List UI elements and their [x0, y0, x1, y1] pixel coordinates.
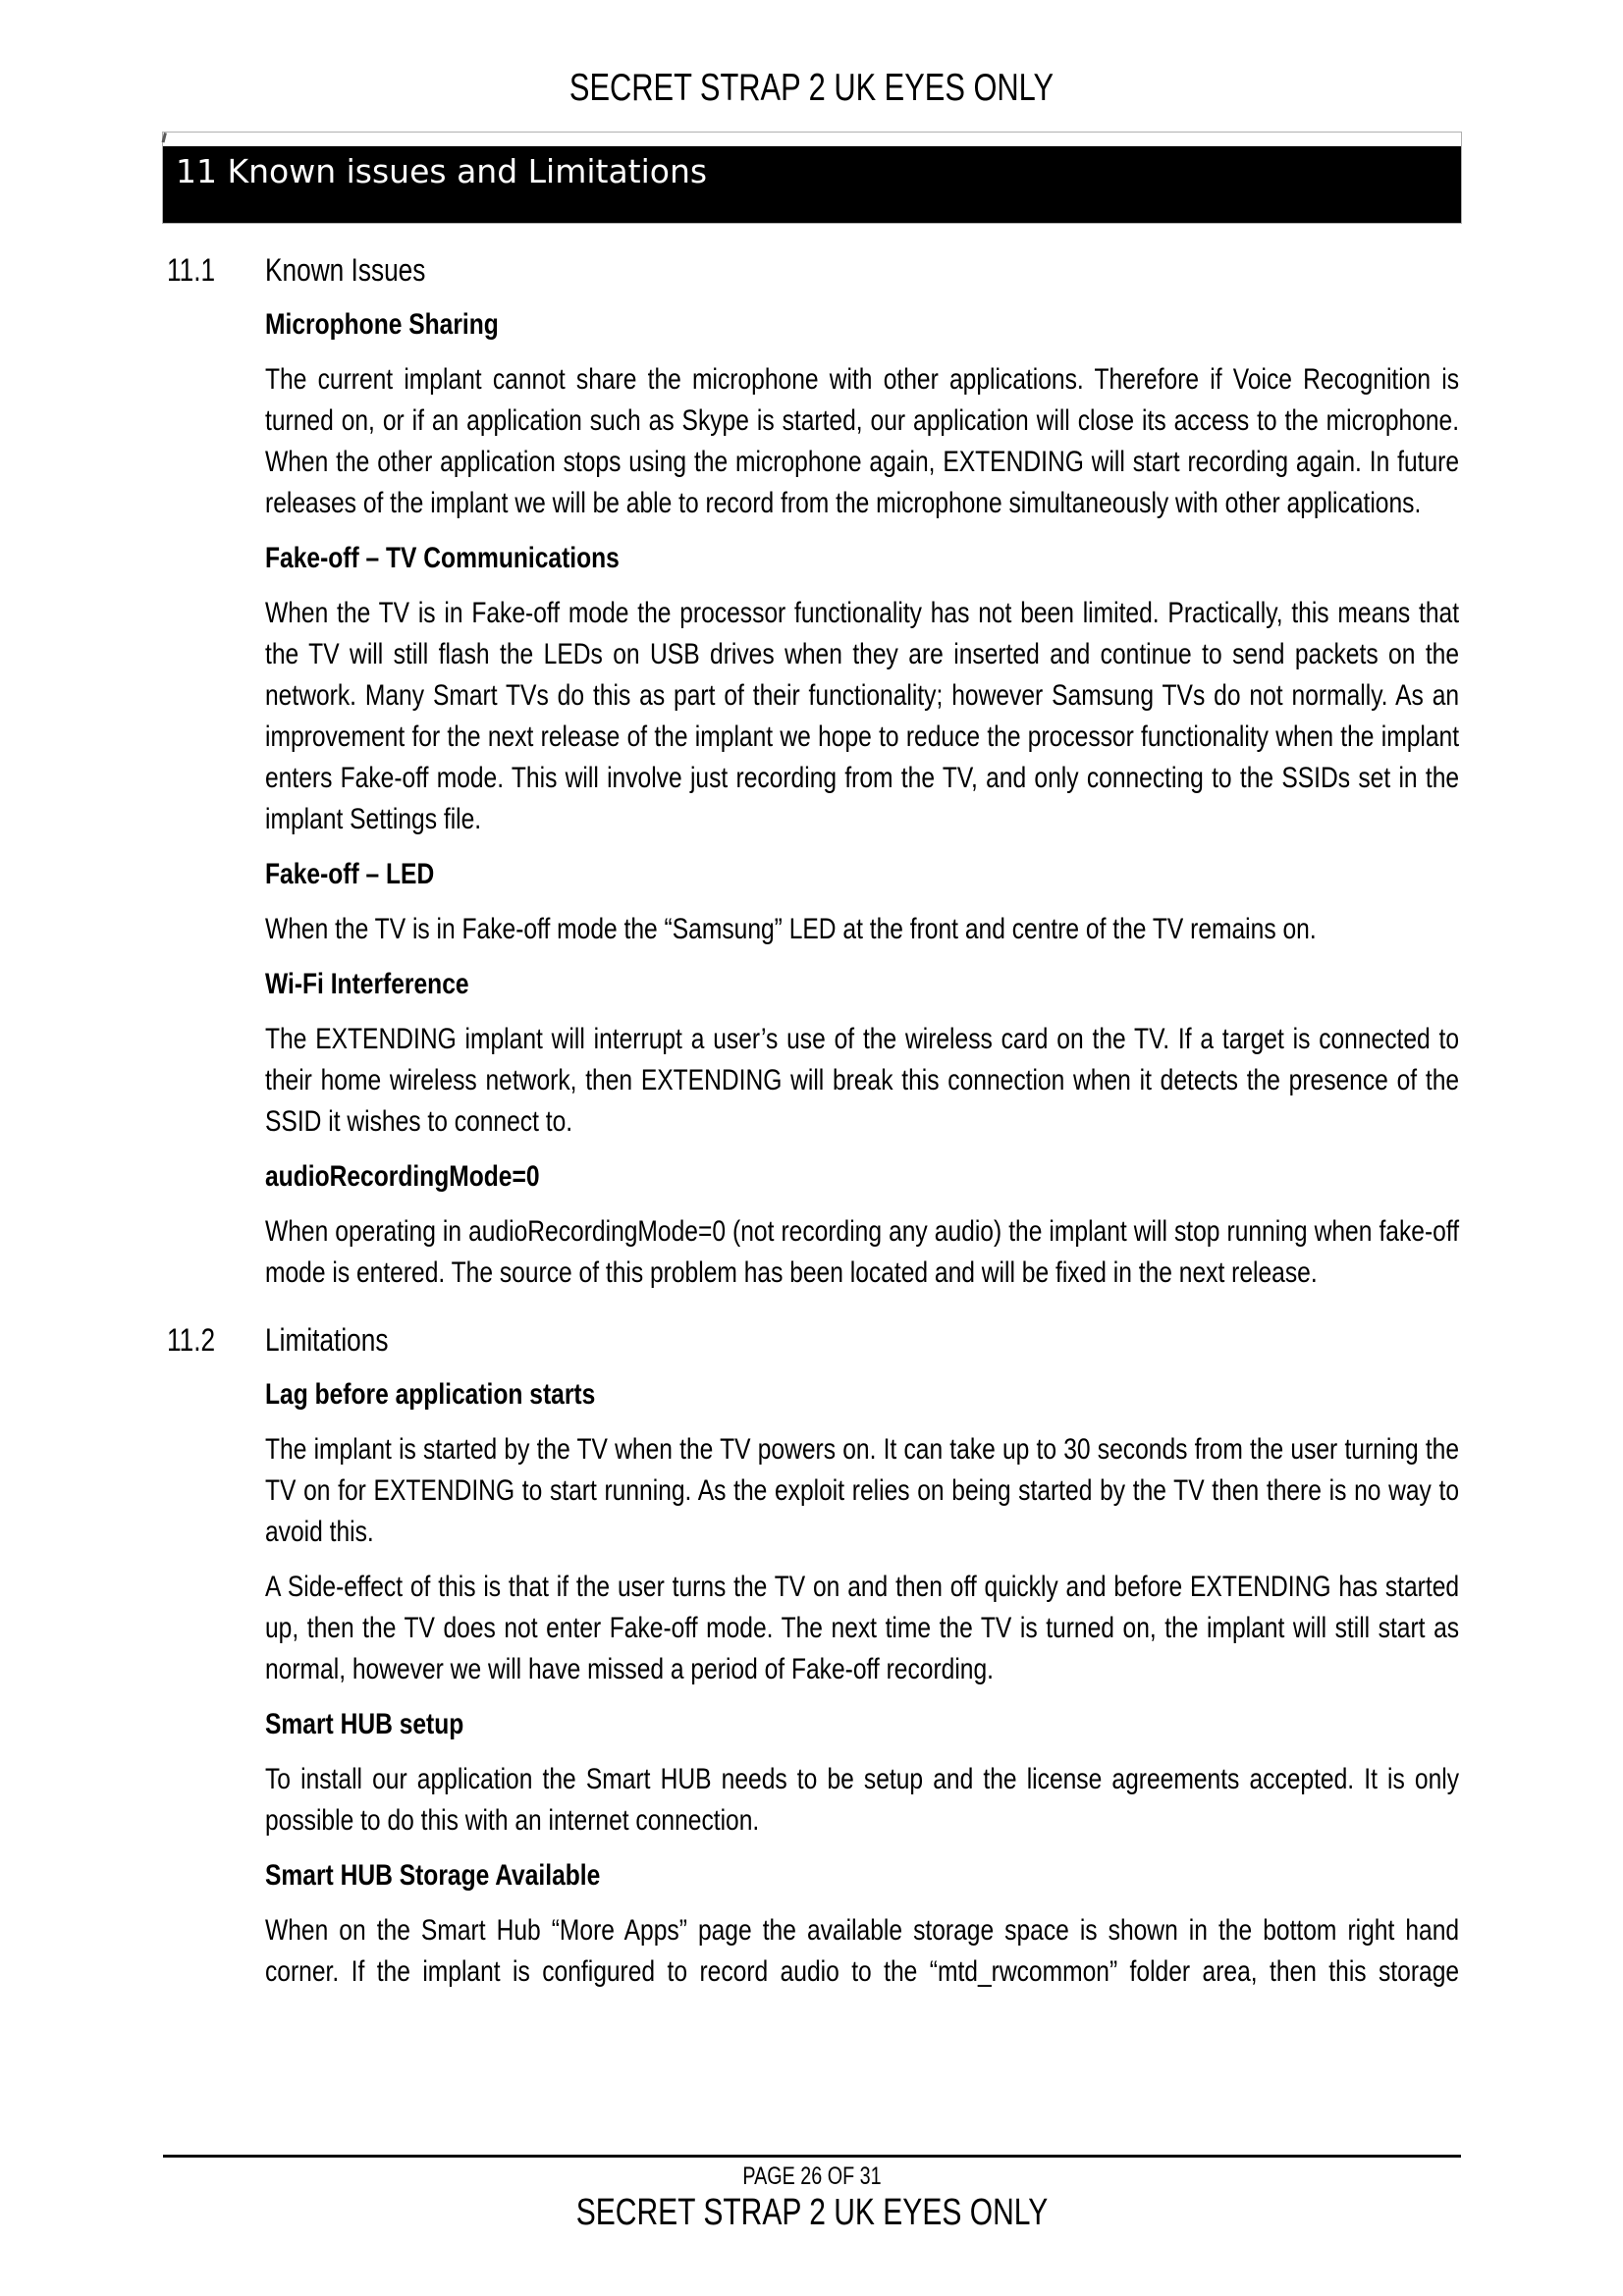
- section-title: Known Issues: [265, 252, 426, 288]
- section-heading-11-1: [167, 249, 1459, 291]
- paragraph: A Side-effect of this is that if the user turns the TV on and then off quickly and before EXTENDING has started up, then the TV does not enter Fake-off mode. The next time the TV is turned on, the implant will still start as normal, however we will have missed a period of Fake-off recording.: [265, 1571, 1460, 1685]
- paragraph: When operating in audioRecordingMode=0 (not recording any audio) the implant will stop running when fake-off mode is entered. The source of this problem has been located and will be fixed in the next release.: [265, 1215, 1460, 1289]
- footer-classification-text: SECRET STRAP 2 UK EYES ONLY: [575, 2192, 1049, 2233]
- paragraph: The current implant cannot share the microphone with other applications. Therefore if Voice Recognition is turned on, or if an application such as Skype is started, our application will close its access to the microphone. When the other application stops using the microphone again, EXTENDING will start recording again. In future releases of the implant we will be able to record from the microphone simultaneously with other applications.: [265, 363, 1460, 519]
- item-heading-fake-off-tv-communications: Fake-off – TV Communications: [265, 542, 620, 574]
- item-heading-fake-off-led: Fake-off – LED: [265, 858, 435, 890]
- classification-header: [0, 0, 1623, 108]
- strip-artifact-tick: [162, 133, 167, 142]
- page-footer: [163, 2155, 1461, 2232]
- section-banner-bar: [163, 146, 1461, 223]
- document-body: [167, 249, 1459, 1993]
- item-heading-smart-hub-storage-available: Smart HUB Storage Available: [265, 1859, 601, 1892]
- section-heading-11-2: [167, 1319, 1459, 1361]
- section-number: 11.2: [167, 1322, 216, 1358]
- footer-classification: [163, 2193, 1461, 2232]
- item-heading-lag-before-application-starts: Lag before application starts: [265, 1378, 596, 1411]
- paragraph: The EXTENDING implant will interrupt a user’s use of the wireless card on the TV. If a target is connected to their home wireless network, then EXTENDING will break this connection when it detects the presence of the SSID it wishes to connect to.: [265, 1023, 1460, 1138]
- section-banner: [162, 132, 1462, 224]
- paragraph: The implant is started by the TV when the TV powers on. It can take up to 30 seconds from the user turning the TV on for EXTENDING to start running. As the exploit relies on being started by the TV then there is no way to avoid this.: [265, 1433, 1460, 1548]
- paragraph: To install our application the Smart HUB needs to be setup and the license agreements accepted. It is only possible to do this with an internet connection.: [265, 1763, 1460, 1837]
- classification-header-text: SECRET STRAP 2 UK EYES ONLY: [568, 67, 1055, 109]
- page-break-strip: [163, 133, 1461, 146]
- item-heading-smart-hub-setup: Smart HUB setup: [265, 1708, 464, 1740]
- item-heading-wifi-interference: Wi-Fi Interference: [265, 968, 469, 1000]
- paragraph: When on the Smart Hub “More Apps” page the available storage space is shown in the bottom right hand corner. If the implant is configured to record audio to the “mtd_rwcommon” folder area, then this storage: [265, 1914, 1460, 1988]
- item-heading-microphone-sharing: Microphone Sharing: [265, 308, 499, 341]
- section-number: 11.1: [167, 252, 216, 288]
- item-heading-audiorecordingmode: audioRecordingMode=0: [265, 1160, 540, 1193]
- paragraph: When the TV is in Fake-off mode the “Samsung” LED at the front and centre of the TV remains on.: [265, 913, 1317, 945]
- footer-page-number-text: PAGE 26 OF 31: [742, 2163, 882, 2190]
- paragraph: When the TV is in Fake-off mode the processor functionality has not been limited. Practically, this means that the TV will still flash the LEDs on USB drives when they are inserted and continue to send packets on the network. Many Smart TVs do this as part of their functionality; however Samsung TVs do not normally. As an improvement for the next release of the implant we hope to reduce the processor functionality when the implant enters Fake-off mode. This will involve just recording from the TV, and only connecting to the SSIDs set in the implant Settings file.: [265, 597, 1460, 835]
- section-title: Limitations: [265, 1322, 389, 1358]
- section-banner-title: 11 Known issues and Limitations: [176, 152, 708, 190]
- footer-rule: [163, 2155, 1461, 2158]
- footer-page-number: [163, 2163, 1461, 2190]
